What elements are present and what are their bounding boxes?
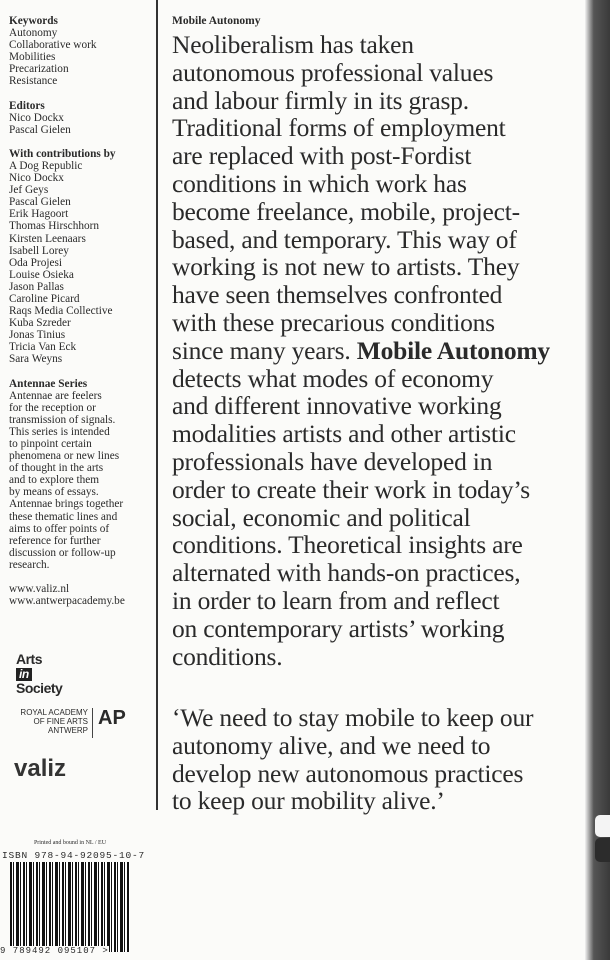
list-item: transmission of signals. (9, 413, 116, 426)
text-line (172, 253, 592, 281)
logo-text: OF FINE ARTS (33, 717, 88, 726)
list-item: aims to offer points of (9, 522, 110, 535)
group-heading: Antennae Series (9, 377, 88, 390)
list-item: Tricia Van Eck (9, 341, 77, 354)
line-text: conditions. (172, 641, 283, 671)
text-line (172, 281, 592, 309)
list-item: reference for further (9, 534, 101, 547)
text-line (172, 337, 592, 365)
line-text: in order to learn from and reflect (172, 585, 500, 615)
text-line (172, 170, 592, 198)
list-item: Kuba Szreder (9, 317, 71, 330)
list-item: Precarization (9, 63, 69, 76)
list-item: Nico Dockx (9, 111, 64, 124)
list-item: Raqs Media Collective (9, 305, 113, 318)
text-line (172, 114, 592, 142)
list-item: of thought in the arts (9, 462, 104, 475)
list-item: Louise Osieka (9, 268, 74, 281)
line-text: working is not new to artists. They (172, 252, 520, 282)
text-line (172, 31, 592, 59)
text-line (172, 87, 592, 115)
group-heading: Keywords (9, 15, 58, 27)
list-item: Erik Hagoort (9, 208, 69, 221)
line-text: Neoliberalism has taken (172, 30, 414, 59)
group-heading: With contributions by (9, 147, 116, 160)
barcode (10, 862, 130, 952)
list-item: to pinpoint certain (9, 438, 92, 450)
vertical-divider (156, 0, 158, 810)
text-line (172, 142, 592, 170)
text-line (172, 392, 592, 420)
arts-in-society-logo (16, 652, 62, 695)
list-item: Antennae are feelers (9, 389, 102, 402)
quote-line: ‘We need to stay mobile to keep our (172, 703, 534, 732)
printed-note: Printed and bound in NL / EU (33, 840, 107, 846)
list-item: Collaborative work (9, 39, 97, 52)
line-text: have seen themselves confronted (172, 280, 503, 310)
logo-text: Society (16, 680, 63, 696)
line-text: are replaced with post-Fordist (172, 141, 472, 171)
line-text: conditions. Theoretical insights are (172, 530, 523, 560)
text-line (172, 531, 592, 559)
website-link: www.valiz.nl (9, 583, 70, 596)
list-item: Jason Pallas (9, 280, 64, 293)
list-item: Sara Weyns (9, 353, 63, 366)
line-text: with these precarious conditions (172, 307, 495, 337)
logo-text: ROYAL ACADEMY (20, 708, 88, 717)
line-text: order to create their work in today’s (172, 474, 530, 504)
list-item: research. (9, 558, 50, 571)
logo-text: ANTWERP (48, 726, 88, 735)
logo-text: Arts (16, 651, 43, 667)
list-item: and to explore them (9, 474, 100, 487)
line-text: and different innovative working (172, 391, 502, 421)
group-heading: Editors (9, 99, 45, 112)
line-text: autonomous professional values (172, 57, 494, 87)
list-item: Thomas Hirschhorn (9, 220, 100, 233)
blurb-text (172, 31, 592, 670)
line-text: social, economic and political (172, 502, 471, 532)
list-item: for the reception or (9, 401, 96, 414)
line-text: become freelance, mobile, project- (172, 196, 520, 226)
line-text: professionals have developed in (172, 446, 493, 476)
group-keywords (9, 15, 154, 88)
text-line (172, 476, 592, 504)
list-item: Oda Projesi (9, 256, 63, 269)
blurb (172, 14, 592, 670)
line-text: since many years. (172, 335, 357, 365)
valiz-logo: valiz (14, 755, 67, 782)
text-line (172, 559, 592, 587)
text-line (172, 448, 592, 476)
line-text: alternated with hands-on practices, (172, 558, 521, 588)
text-line (172, 420, 592, 448)
text-line (172, 309, 592, 337)
text-line (172, 365, 592, 393)
group-contributors (9, 148, 154, 366)
ap-logo (92, 708, 126, 738)
line-text: based, and temporary. This way of (172, 224, 517, 254)
list-item: Caroline Picard (9, 292, 80, 305)
edge-tab (595, 815, 610, 837)
barcode-digits: 9 789492 095107 > (0, 946, 109, 956)
quote-line: to keep our mobility alive.’ (172, 786, 445, 816)
list-item: Jonas Tinius (9, 329, 66, 342)
line-text: conditions in which work has (172, 168, 467, 198)
list-item: by means of essays. (9, 486, 99, 499)
book-title: Mobile Autonomy (172, 15, 261, 27)
line-text: Traditional forms of employment (172, 113, 506, 143)
list-item: Isabell Lorey (9, 244, 69, 257)
list-item: This series is intended (9, 425, 110, 438)
bold-title: Mobile Autonomy (356, 335, 550, 365)
group-series (9, 378, 154, 572)
list-item: Pascal Gielen (9, 196, 71, 209)
links (9, 583, 154, 607)
sidebar-colophon (9, 15, 154, 619)
edge-tab (595, 838, 610, 862)
list-item: Jef Geys (9, 184, 49, 197)
text-line (172, 587, 592, 615)
website-link: www.antwerpacademy.be (9, 595, 125, 608)
text-line (172, 198, 592, 226)
text-line (172, 643, 592, 671)
line-text: detects what modes of economy (172, 363, 494, 393)
text-line (172, 504, 592, 532)
line-text: and labour firmly in its grasp. (172, 85, 469, 115)
line-text: modalities artists and other artistic (172, 419, 516, 449)
list-item: Antennae brings together (9, 498, 124, 511)
list-item: these thematic lines and (9, 510, 118, 523)
list-item: Nico Dockx (9, 172, 64, 185)
line-text: on contemporary artists’ working (172, 613, 505, 643)
list-item: Resistance (9, 75, 58, 88)
list-item: Autonomy (9, 27, 58, 40)
quote-line: develop new autonomous practices (172, 758, 524, 788)
list-item: A Dog Republic (9, 159, 83, 172)
quote (172, 704, 533, 815)
list-item: Kirsten Leenaars (9, 232, 86, 245)
logo-text: AP (98, 707, 126, 729)
list-item: phenomena or new lines (9, 450, 120, 463)
text-line (172, 226, 592, 254)
group-editors (9, 100, 154, 136)
logo-text: in (16, 668, 32, 681)
quote-line: autonomy alive, and we need to (172, 730, 491, 760)
royal-academy-logo (12, 708, 88, 735)
text-line (172, 59, 592, 87)
list-item: Pascal Gielen (9, 123, 71, 136)
list-item: discussion or follow-up (9, 546, 116, 559)
text-line (172, 615, 592, 643)
list-item: Mobilities (9, 51, 56, 64)
isbn: ISBN 978-94-92095-10-7 (2, 850, 146, 861)
